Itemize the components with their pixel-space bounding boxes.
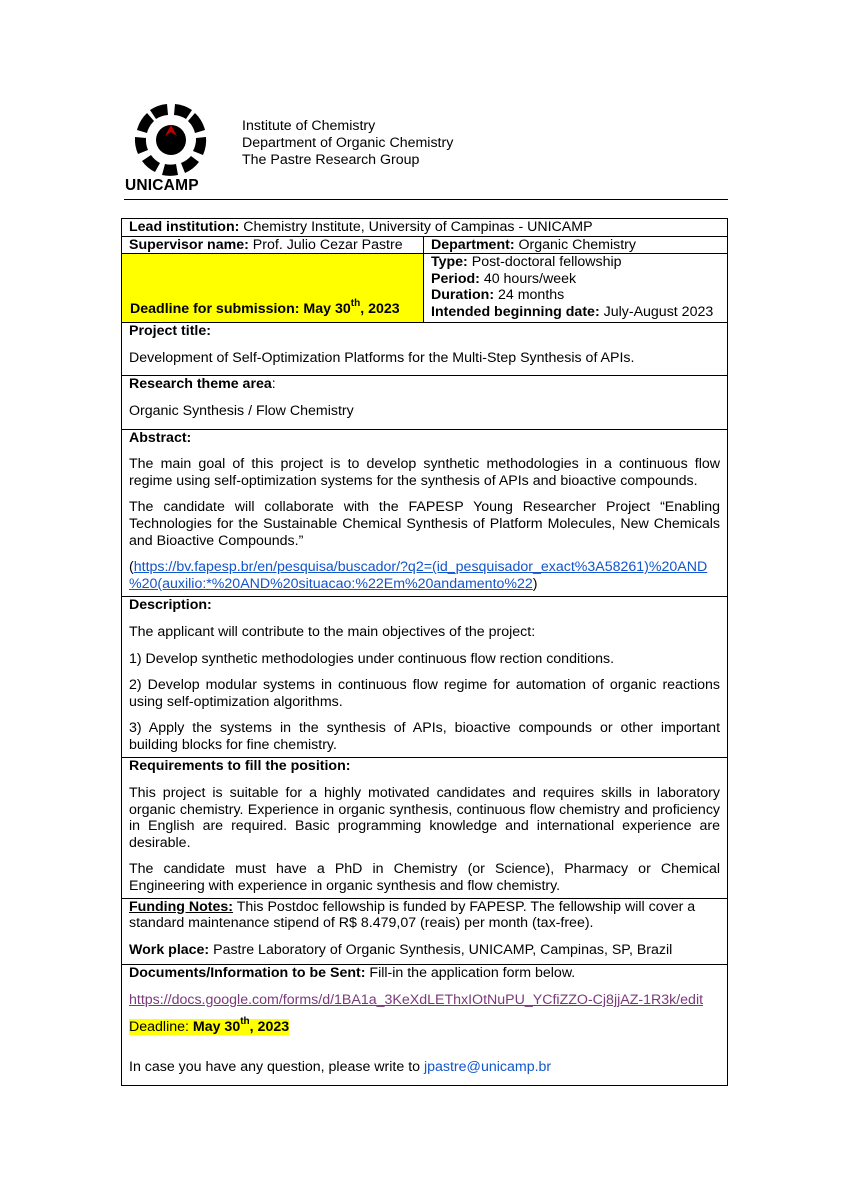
duration-label: Duration: xyxy=(431,287,495,304)
abstract-row xyxy=(122,429,728,597)
theme-colon: : xyxy=(271,376,276,393)
department-label: Department: xyxy=(431,236,515,253)
period-line xyxy=(431,271,720,288)
description-item: 2) Develop modular systems in continuous flow regime for automation of organic reactions using self-optimization algorithms. xyxy=(129,677,721,710)
work-place-label: Work place: xyxy=(129,941,210,958)
type-label: Type: xyxy=(431,254,468,271)
description-cell xyxy=(122,597,728,758)
unicamp-logo-icon xyxy=(124,98,218,178)
logo-wordmark: UNICAMP xyxy=(125,177,199,194)
abstract-link-paragraph xyxy=(129,559,720,592)
deadline-note xyxy=(129,1015,720,1036)
documents-label: Documents/Information to be Sent: xyxy=(129,965,366,982)
deadline-note-prefix: Deadline: xyxy=(129,1018,193,1035)
fellowship-table xyxy=(121,218,728,1086)
fapesp-link-line-2[interactable]: %20(auxilio:*%20AND%20situacao:%22Em%20andamento%22 xyxy=(129,575,533,592)
deadline-year: , 2023 xyxy=(360,300,400,317)
type-value: Post-doctoral fellowship xyxy=(467,254,622,271)
start-line xyxy=(431,304,720,321)
funding-notes xyxy=(129,899,720,932)
requirements-cell xyxy=(122,758,728,898)
description-intro: The applicant will contribute to the main objectives of the project: xyxy=(129,623,536,640)
duration-line xyxy=(431,287,720,304)
supervisor-value: Prof. Julio Cezar Pastre xyxy=(248,236,403,253)
work-place xyxy=(129,942,720,959)
contact-line xyxy=(129,1059,720,1076)
deadline-cell xyxy=(122,254,424,323)
abstract-paragraph-2: The candidate will collaborate with the FAPESP Young Researcher Project “Enabling Technologies for the Sustainable Chemical Synthesis of Platform Molecules, New Chemicals and Bioactive Compounds.” xyxy=(129,499,721,549)
deadline-ordinal: th xyxy=(350,297,361,309)
supervisor-cell xyxy=(122,236,424,254)
abstract-paragraph-1: The main goal of this project is to develop synthetic methodologies in a continuous flow regime using self-optimization systems for the synthesis of APIs and bioactive compounds. xyxy=(129,456,721,489)
theme-label: Research theme area xyxy=(129,376,272,393)
fapesp-project-link[interactable] xyxy=(129,559,707,592)
department-name: Department of Organic Chemistry xyxy=(242,134,454,151)
deadline-row xyxy=(122,254,728,323)
lead-cell xyxy=(122,219,728,237)
requirements-row xyxy=(122,758,728,898)
theme-value: Organic Synthesis / Flow Chemistry xyxy=(129,402,354,419)
fapesp-link-line-1[interactable]: https://bv.fapesp.br/en/pesquisa/buscador/?q2=(id_pesquisador_exact%3A58261)%20AND xyxy=(133,559,708,576)
supervisor-row xyxy=(122,236,728,254)
funding-text: This Postdoc fellowship is funded by FAPESP. The fellowship will cover a standard maintenance stipend of R$ 8.479,07 (reais) per month (tax-free). xyxy=(129,898,696,932)
description-item: 1) Develop synthetic methodologies under continuous flow rection conditions. xyxy=(129,650,615,667)
requirements-label: Requirements to fill the position: xyxy=(129,758,351,775)
funding-label: Funding Notes: xyxy=(129,898,234,915)
project-title: Development of Self-Optimization Platforms for the Multi-Step Synthesis of APIs. xyxy=(129,349,635,366)
form-link-paragraph xyxy=(129,992,720,1009)
funding-cell xyxy=(122,898,728,965)
contact-email-link[interactable]: jpastre@unicamp.br xyxy=(423,1059,552,1076)
lead-row xyxy=(122,219,728,237)
application-form-link[interactable]: https://docs.google.com/forms/d/1BA1a_3KeXdLEThxIOtNuPU_YCfiZZO-Cj8jjAZ-1R3k/edit xyxy=(129,992,704,1008)
documents-row xyxy=(122,965,728,1085)
department-cell xyxy=(424,236,728,254)
requirements-paragraph-1: This project is suitable for a highly motivated candidates and requires skills in laboratory organic chemistry. Experience in organic synthesis, continuous flow chemistry and proficiency in English are required. Basic programming knowledge and international experience are desirable. xyxy=(129,785,721,851)
documents-text: Fill-in the application form below. xyxy=(365,965,576,982)
link-close-paren: ) xyxy=(532,575,538,592)
start-label: Intended beginning date: xyxy=(431,303,600,320)
start-value: July-August 2023 xyxy=(599,303,714,320)
period-value: 40 hours/week xyxy=(479,270,577,287)
contact-text: In case you have any question, please write to xyxy=(129,1059,424,1076)
period-label: Period: xyxy=(431,270,480,287)
deadline-note-year: , 2023 xyxy=(249,1018,290,1035)
institution-header xyxy=(242,118,453,168)
deadline-date: Deadline for submission: May 30 xyxy=(130,300,351,317)
requirements-paragraph-2: The candidate must have a PhD in Chemistry (or Science), Pharmacy or Chemical Engineering with experience in organic synthesis and flow chemistry. xyxy=(129,861,721,895)
description-label: Description: xyxy=(129,597,212,614)
abstract-label: Abstract: xyxy=(129,429,192,446)
deadline-text xyxy=(130,297,400,318)
documents-cell xyxy=(122,965,728,1085)
description-row xyxy=(122,597,728,758)
lead-value: Chemistry Institute, University of Campinas - UNICAMP xyxy=(239,219,593,235)
project-label: Project title: xyxy=(129,323,211,340)
abstract-cell xyxy=(122,429,728,597)
institute-name: Institute of Chemistry xyxy=(242,118,376,134)
duration-value: 24 months xyxy=(494,287,565,304)
link-open-paren: ( xyxy=(129,559,134,576)
deadline-highlight xyxy=(129,1015,290,1035)
position-details-cell xyxy=(424,254,728,323)
documents-line xyxy=(129,965,720,982)
lead-label: Lead institution: xyxy=(129,219,240,235)
work-place-value: Pastre Laboratory of Organic Synthesis, UNICAMP, Campinas, SP, Brazil xyxy=(209,941,673,958)
funding-row xyxy=(122,898,728,965)
supervisor-label: Supervisor name: xyxy=(129,236,249,253)
header-divider xyxy=(124,199,728,200)
theme-cell xyxy=(122,376,728,429)
group-name: The Pastre Research Group xyxy=(242,151,420,168)
deadline-note-date: May 30 xyxy=(192,1018,241,1035)
project-cell xyxy=(122,323,728,376)
department-value: Organic Chemistry xyxy=(514,236,636,253)
project-row xyxy=(122,323,728,376)
description-item: 3) Apply the systems in the synthesis of APIs, bioactive compounds or other important building blocks for fine chemistry. xyxy=(129,720,721,753)
deadline-note-ordinal: th xyxy=(240,1015,250,1027)
theme-row xyxy=(122,376,728,429)
type-line xyxy=(431,254,720,271)
